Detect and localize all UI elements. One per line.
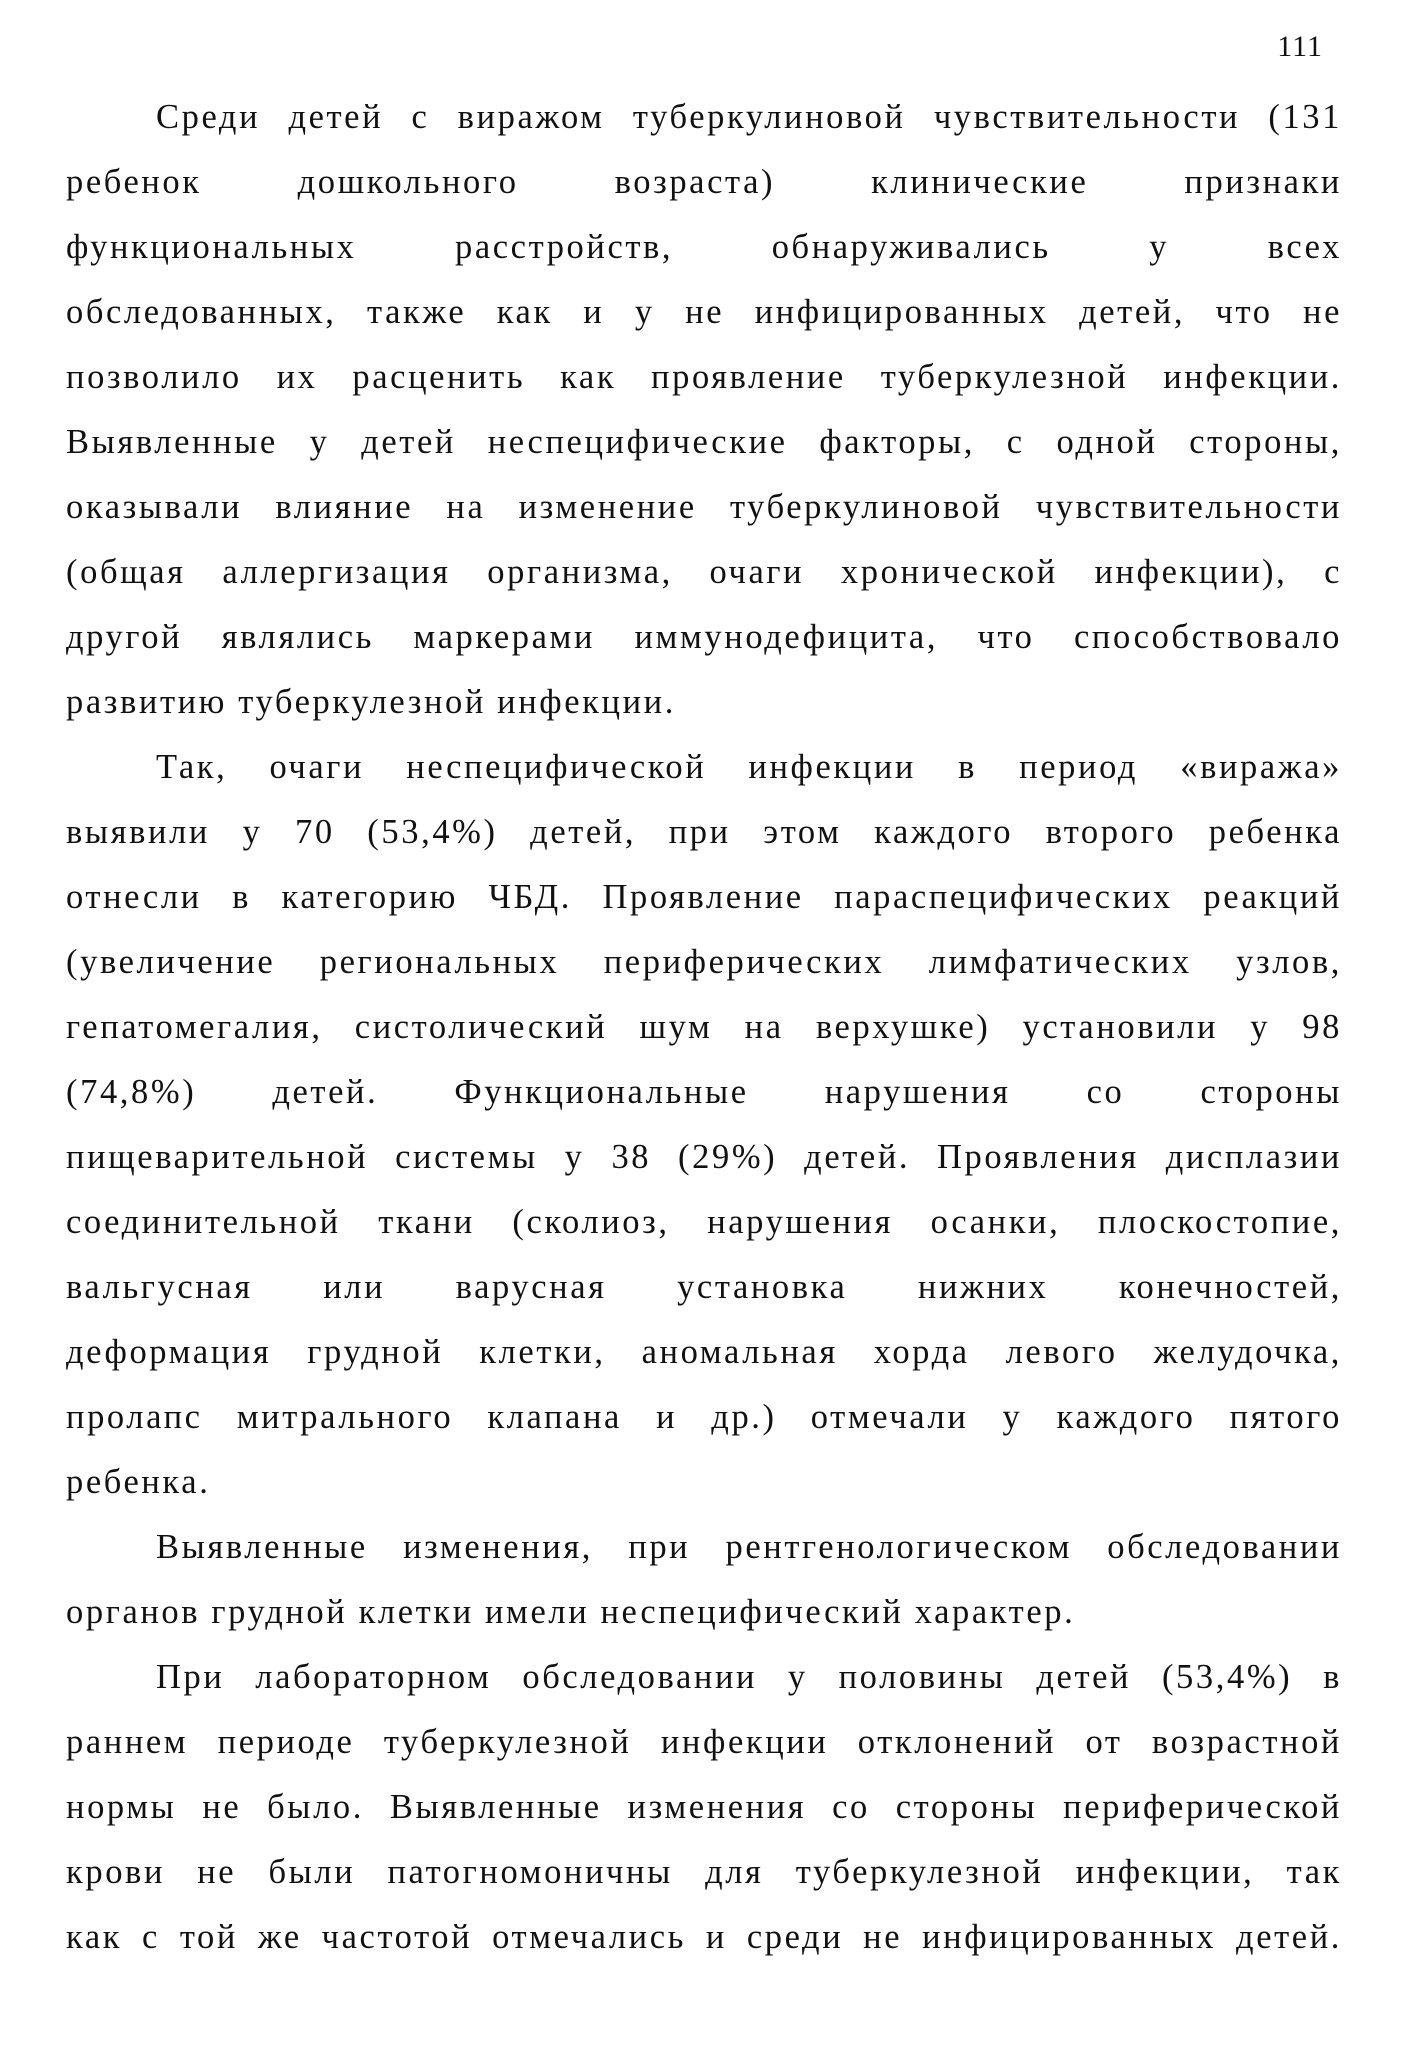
text-line: функциональных расстройств, обнаруживались у всех — [66, 228, 1342, 266]
text-line: пищеварительной системы у 38 (29%) детей. Проявления дисплазии — [66, 1138, 1342, 1176]
text-line: ребенок дошкольного возраста) клинические признаки — [66, 163, 1342, 201]
text-line: раннем периоде туберкулезной инфекции отклонений от возрастной — [66, 1723, 1342, 1761]
text-line: пролапс митрального клапана и др.) отмечали у каждого пятого — [66, 1398, 1342, 1436]
text-line: соединительной ткани (сколиоз, нарушения осанки, плоскостопие, — [66, 1203, 1342, 1241]
text-line: вальгусная или варусная установка нижних конечностей, — [66, 1268, 1342, 1306]
text-line: (общая аллергизация организма, очаги хронической инфекции), с — [66, 553, 1342, 591]
text-line: ребенка. — [66, 1463, 211, 1501]
text-line: оказывали влияние на изменение туберкулиновой чувствительности — [66, 488, 1342, 526]
text-line: Так, очаги неспецифической инфекции в период «виража» — [156, 748, 1342, 786]
body-text — [66, 85, 1342, 1970]
text-line: выявили у 70 (53,4%) детей, при этом каждого второго ребенка — [66, 813, 1342, 851]
paragraph-4 — [66, 1645, 1342, 1970]
text-line: Среди детей с виражом туберкулиновой чувствительности (131 — [156, 98, 1342, 136]
paragraph-2 — [66, 735, 1342, 1515]
paragraph-1 — [66, 85, 1342, 735]
text-line: Выявленные у детей неспецифические факторы, с одной стороны, — [66, 423, 1342, 461]
text-line: гепатомегалия, систолический шум на верхушке) установили у 98 — [66, 1008, 1342, 1046]
text-line: нормы не было. Выявленные изменения со стороны периферической — [66, 1788, 1342, 1826]
text-line: другой являлись маркерами иммунодефицита, что способствовало — [66, 618, 1342, 656]
text-line: развитию туберкулезной инфекции. — [66, 683, 676, 721]
page-number: 111 — [1277, 30, 1323, 63]
text-line: Выявленные изменения, при рентгенологическом обследовании — [156, 1528, 1342, 1566]
text-line: отнесли в категорию ЧБД. Проявление параспецифических реакций — [66, 878, 1342, 916]
text-line: обследованных, также как и у не инфицированных детей, что не — [66, 293, 1342, 331]
text-line: органов грудной клетки имели неспецифический характер. — [66, 1593, 1076, 1631]
text-line: (74,8%) детей. Функциональные нарушения со стороны — [66, 1073, 1342, 1111]
text-line: (увеличение региональных периферических лимфатических узлов, — [66, 943, 1342, 981]
text-line: крови не были патогномоничны для туберкулезной инфекции, так — [66, 1853, 1342, 1891]
text-line: позволило их расценить как проявление туберкулезной инфекции. — [66, 358, 1342, 396]
text-line: При лабораторном обследовании у половины детей (53,4%) в — [156, 1658, 1342, 1696]
paragraph-3 — [66, 1515, 1342, 1645]
text-line: как с той же частотой отмечались и среди не инфицированных детей. — [66, 1918, 1342, 1956]
text-line: деформация грудной клетки, аномальная хорда левого желудочка, — [66, 1333, 1342, 1371]
